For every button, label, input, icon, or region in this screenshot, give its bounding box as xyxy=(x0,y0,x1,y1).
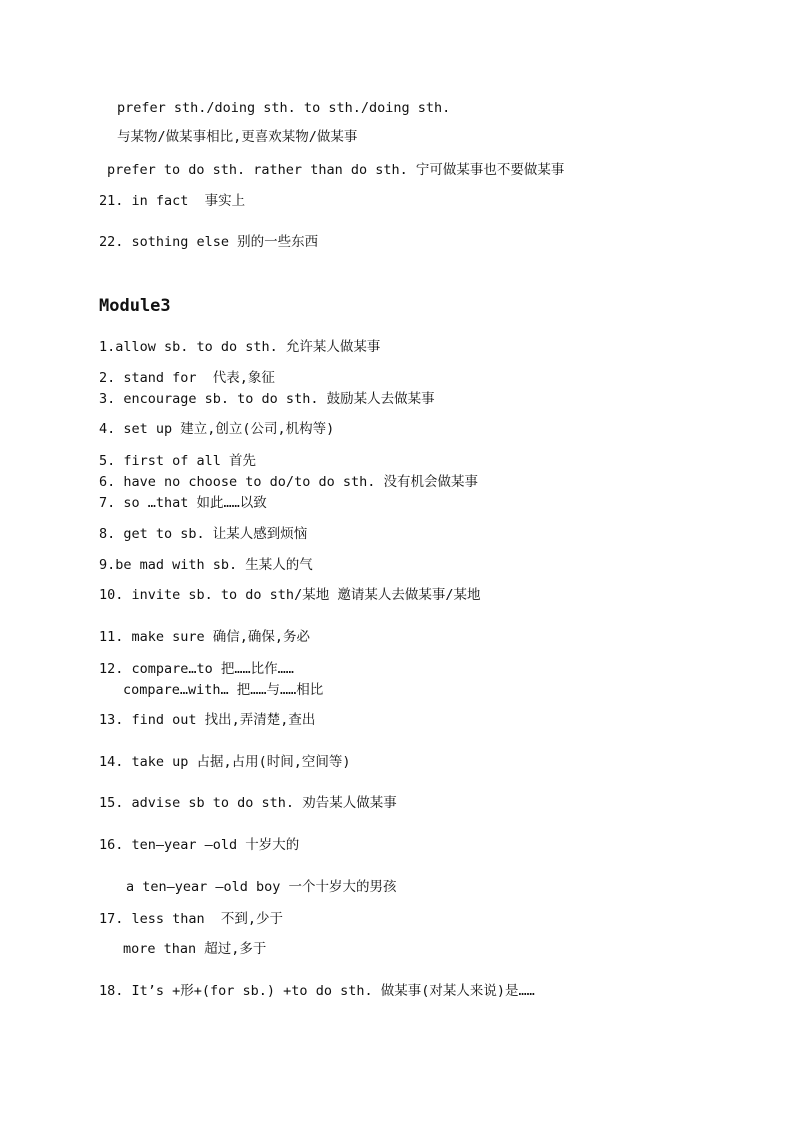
list-item: 7. so …that 如此……以致 xyxy=(99,495,267,511)
text-line: 22. sothing else 别的一些东西 xyxy=(99,234,319,250)
list-item: 16. ten—year –old 十岁大的 xyxy=(99,837,300,853)
list-item: 1.allow sb. to do sth. 允许某人做某事 xyxy=(99,339,381,355)
text-line: prefer sth./doing sth. to sth./doing sth. xyxy=(117,100,451,116)
module-heading: Module3 xyxy=(99,296,171,316)
list-item: 14. take up 占据,占用(时间,空间等) xyxy=(99,754,351,770)
list-item: 13. find out 找出,弄清楚,查出 xyxy=(99,712,316,728)
list-item: 3. encourage sb. to do sth. 鼓励某人去做某事 xyxy=(99,391,435,407)
text-line: 21. in fact 事实上 xyxy=(99,193,246,209)
list-item: 9.be mad with sb. 生某人的气 xyxy=(99,557,313,573)
list-item: 10. invite sb. to do sth/某地 邀请某人去做某事/某地 xyxy=(99,587,481,603)
text-line: 与某物/做某事相比,更喜欢某物/做某事 xyxy=(117,129,358,145)
list-item: 4. set up 建立,创立(公司,机构等) xyxy=(99,421,335,437)
list-item: 15. advise sb to do sth. 劝告某人做某事 xyxy=(99,795,397,811)
list-item: 11. make sure 确信,确保,务必 xyxy=(99,629,311,645)
text-line: prefer to do sth. rather than do sth. 宁可做某事也不要做某事 xyxy=(107,162,565,178)
list-item: 17. less than 不到,少于 xyxy=(99,911,284,927)
list-item: more than 超过,多于 xyxy=(123,941,267,957)
list-item: a ten—year –old boy 一个十岁大的男孩 xyxy=(126,879,397,895)
list-item: 12. compare…to 把……比作…… xyxy=(99,661,294,677)
list-item: 2. stand for 代表,象征 xyxy=(99,370,275,386)
list-item: 18. It’s +形+(for sb.) +to do sth. 做某事(对某人来说)是…… xyxy=(99,983,535,999)
list-item: 6. have no choose to do/to do sth. 没有机会做某事 xyxy=(99,474,478,490)
list-item: 8. get to sb. 让某人感到烦恼 xyxy=(99,526,308,542)
list-item: 5. first of all 首先 xyxy=(99,453,257,469)
list-item: compare…with… 把……与……相比 xyxy=(123,682,324,698)
